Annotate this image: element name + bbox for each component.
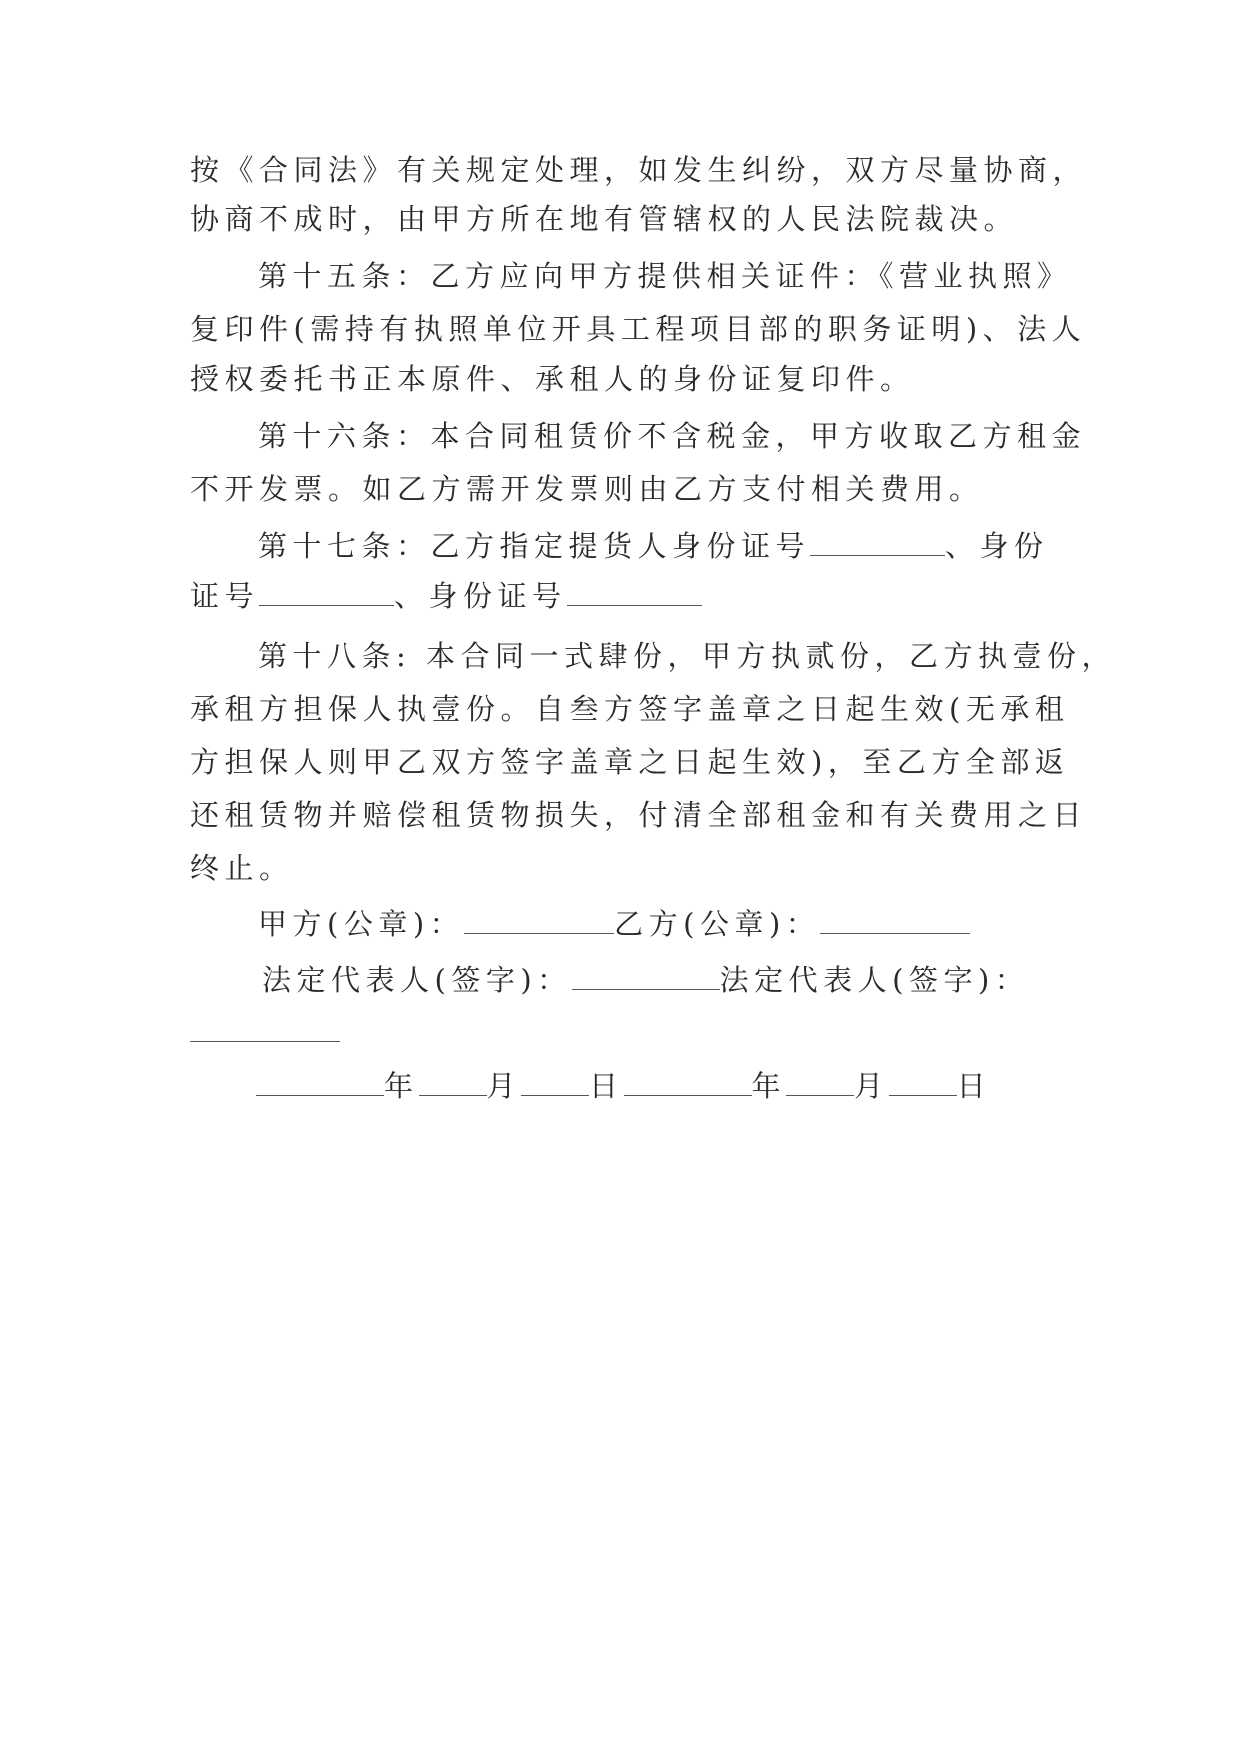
- day-blank-b: [889, 1069, 957, 1096]
- year-label-b: 年: [751, 1069, 787, 1103]
- day-label-b: 日: [956, 1069, 992, 1103]
- day-blank-a: [521, 1069, 589, 1096]
- paragraph-line: 方担保人则甲乙双方签字盖章之日起生效)，至乙方全部返: [190, 745, 1070, 779]
- paragraph-line: 终止。: [190, 851, 294, 885]
- paragraph-line: 还租赁物并赔偿租赁物损失，付清全部租金和有关费用之日: [190, 798, 1088, 832]
- party-b-seal-label: 乙方(公章)：: [614, 907, 821, 941]
- month-label-a: 月: [486, 1069, 522, 1103]
- month-label-b: 月: [854, 1069, 889, 1103]
- year-label-a: 年: [384, 1069, 419, 1103]
- article-17-line-2: [190, 576, 702, 616]
- legal-rep-a-blank: [572, 963, 720, 990]
- month-blank-a: [419, 1069, 487, 1096]
- seal-line: [258, 904, 970, 944]
- article-15-line: 第十五条：乙方应向甲方提供相关证件：《营业执照》: [258, 259, 1072, 293]
- legal-rep-b-line: [190, 1012, 340, 1052]
- article-17-separator-2: 、身份证号: [394, 579, 567, 613]
- article-17-separator: 、身份: [945, 529, 1049, 563]
- id-number-blank-1: [810, 529, 945, 556]
- article-18-line: 第十八条: 本合同一式肆份，甲方执贰份，乙方执壹份，: [258, 639, 1116, 673]
- paragraph-line: 按《合同法》有关规定处理，如发生纠纷，双方尽量协商，: [190, 153, 1088, 187]
- year-blank-a: [256, 1069, 384, 1096]
- paragraph-line: 不开发票。如乙方需开发票则由乙方支付相关费用。: [190, 472, 984, 506]
- paragraph-line: 授权委托书正本原件、承租人的身份证复印件。: [190, 362, 915, 396]
- article-16-line: 第十六条：本合同租赁价不含税金，甲方收取乙方租金: [258, 419, 1087, 453]
- article-17-line: [258, 526, 1049, 566]
- legal-rep-line: [262, 960, 1029, 1000]
- paragraph-line: 复印件(需持有执照单位开具工程项目部的职务证明)、法人: [190, 312, 1087, 346]
- legal-rep-b-label: 法定代表人(签字)：: [719, 963, 1030, 997]
- legal-rep-a-label: 法定代表人(签字)：: [262, 963, 572, 997]
- party-a-seal-blank: [464, 907, 614, 934]
- month-blank-b: [786, 1069, 854, 1096]
- id-number-blank-2: [259, 579, 394, 606]
- party-b-seal-blank: [820, 907, 970, 934]
- paragraph-line: 协商不成时，由甲方所在地有管辖权的人民法院裁决。: [190, 202, 1019, 236]
- party-a-seal-label: 甲方(公章)：: [258, 907, 465, 941]
- paragraph-line: 承租方担保人执壹份。自叁方签字盖章之日起生效(无承租: [190, 692, 1070, 726]
- article-17-line2-prefix: 证号: [190, 579, 260, 613]
- day-label-a: 日: [589, 1069, 624, 1103]
- date-line: [256, 1066, 991, 1106]
- id-number-blank-3: [567, 579, 702, 606]
- article-17-prefix: 第十七条：乙方指定提货人身份证号: [258, 529, 811, 563]
- legal-rep-b-blank: [190, 1015, 340, 1042]
- year-blank-b: [624, 1069, 752, 1096]
